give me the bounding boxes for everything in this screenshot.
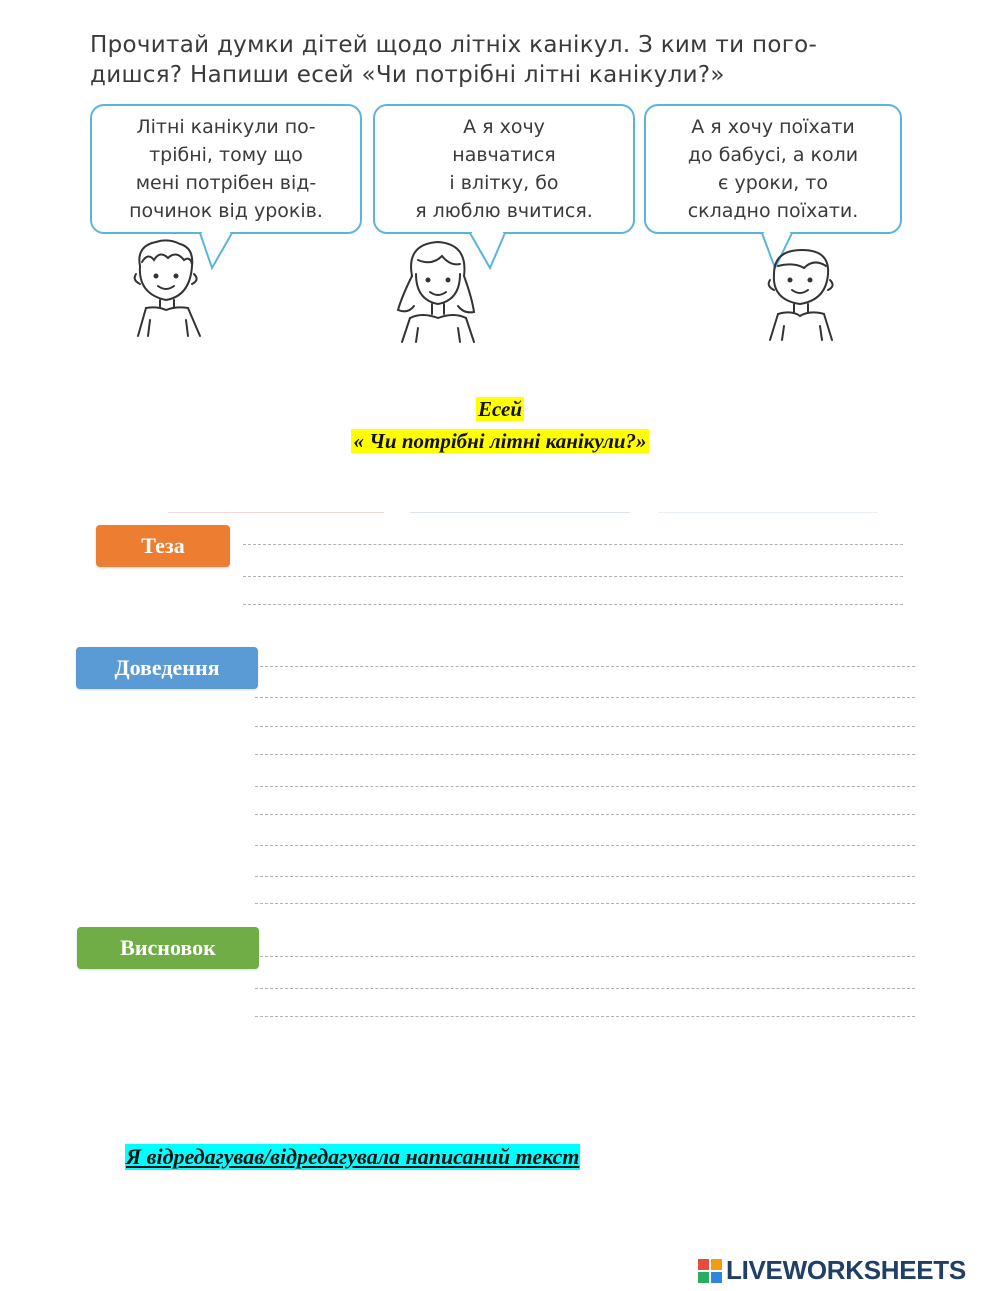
essay-title: [0, 397, 1000, 422]
writing-line[interactable]: [255, 845, 915, 846]
boy-illustration: [128, 236, 210, 342]
essay-title-text: Есей: [477, 397, 523, 421]
boy-illustration-2: [764, 244, 840, 344]
divider: [658, 512, 878, 513]
proof-label: Доведення: [76, 647, 258, 689]
writing-line[interactable]: [255, 697, 915, 698]
speech-bubble-2: А я хочу навчатися і влітку, бо я люблю вчитися.: [373, 104, 635, 234]
thesis-label: Теза: [96, 525, 230, 567]
essay-subtitle: [0, 429, 1000, 454]
writing-line[interactable]: [255, 903, 915, 904]
writing-line[interactable]: [255, 726, 915, 727]
self-check-statement: Я відредагував/відредагувала написаний текст: [126, 1144, 580, 1169]
speech-bubble-3: А я хочу поїхати до бабусі, а коли є уроки, то складно поїхати.: [644, 104, 902, 234]
writing-line[interactable]: [243, 544, 903, 545]
writing-line[interactable]: [255, 814, 915, 815]
divider: [410, 512, 630, 513]
writing-line[interactable]: [243, 604, 903, 605]
writing-line[interactable]: [255, 988, 915, 989]
divider: [168, 512, 384, 513]
writing-line[interactable]: [260, 666, 915, 667]
task-instructions: Прочитай думки дітей щодо літніх канікул. З ким ти пого- дишся? Напиши есей «Чи потрібні літні канікули?»: [90, 32, 818, 88]
writing-line[interactable]: [255, 876, 915, 877]
conclusion-label: Висновок: [77, 927, 259, 969]
writing-line[interactable]: [255, 754, 915, 755]
essay-subtitle-text: « Чи потрібні літні канікули?»: [353, 429, 647, 453]
liveworksheets-logo-text: LIVEWORKSHEETS: [726, 1255, 966, 1285]
girl-illustration: [392, 236, 482, 346]
liveworksheets-logo: [698, 1255, 966, 1286]
liveworksheets-badge-icon: [698, 1259, 722, 1283]
writing-line[interactable]: [255, 786, 915, 787]
writing-line[interactable]: [243, 576, 903, 577]
writing-line[interactable]: [255, 1016, 915, 1017]
speech-bubble-1: Літні канікули по- трібні, тому що мені потрібен від- починок від уроків.: [90, 104, 362, 234]
writing-line[interactable]: [260, 956, 915, 957]
